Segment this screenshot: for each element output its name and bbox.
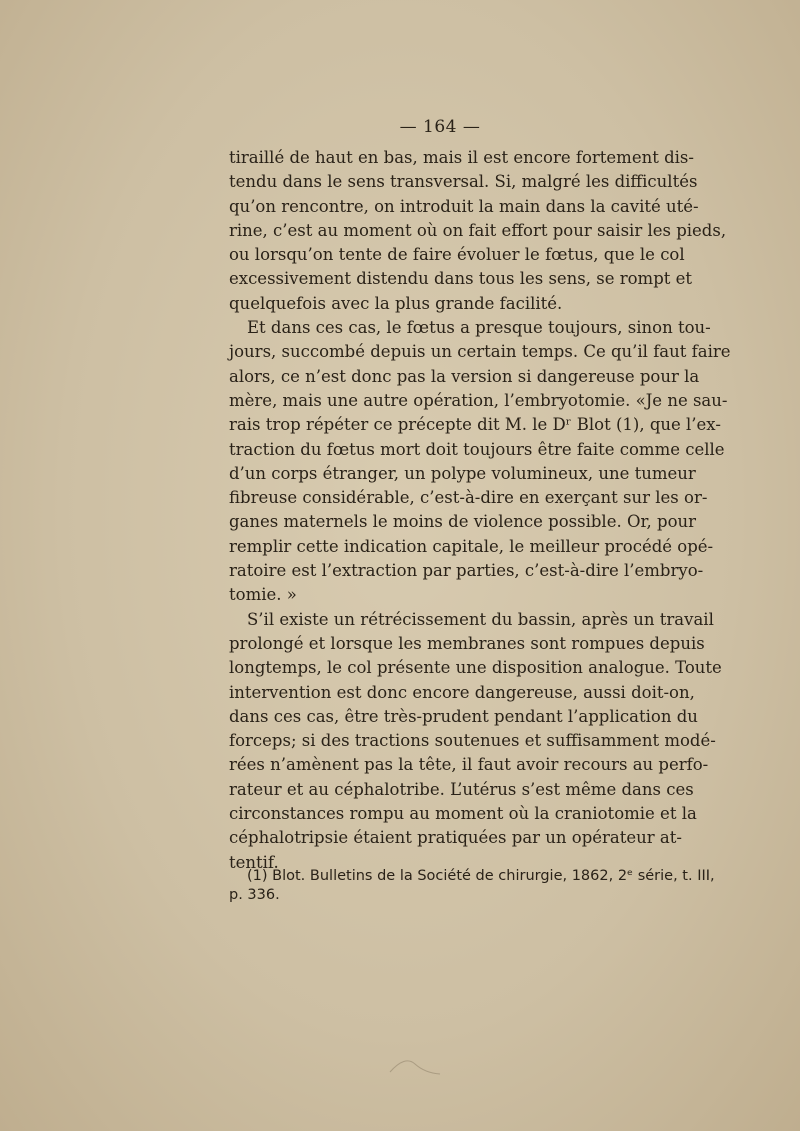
text-line: rateur et au céphalotribe. L’utérus s’est même dans ces <box>229 779 694 799</box>
text-line: excessivement distendu dans tous les sens, se rompt et <box>229 269 693 289</box>
text-line: rine, c’est au moment où on fait effort pour saisir les pieds, <box>229 220 727 240</box>
text-line: tiraillé de haut en bas, mais il est encore fortement dis- <box>229 148 694 167</box>
text-line: rais trop répéter ce précepte dit M. le Dʳ Blot (1), que l’ex- <box>229 415 721 435</box>
page-number: — 164 — <box>399 117 481 137</box>
text-line: qu’on rencontre, on introduit la main dans la cavité uté- <box>229 196 699 216</box>
text-line: longtemps, le col présente une disposition analogue. Toute <box>229 658 722 678</box>
text-line: ou lorsqu’on tente de faire évoluer le fœtus, que le col <box>229 245 685 265</box>
text-line: fibreuse considérable, c’est-à-dire en exerçant sur les or- <box>229 488 708 508</box>
footnote-line: (1) Blot. Bulletins de la Société de chirurgie, 1862, 2ᵉ série, t. III, <box>247 868 715 884</box>
text-line: tentif. <box>229 852 279 872</box>
text-line: d’un corps étranger, un polype volumineux, une tumeur <box>229 463 696 483</box>
text-line: ganes maternels le moins de violence possible. Or, pour <box>229 512 697 532</box>
text-line: mère, mais une autre opération, l’embryotomie. «Je ne sau- <box>229 390 728 410</box>
text-line: jours, succombé depuis un certain temps. Ce qu’il faut faire <box>229 342 731 362</box>
text-line: intervention est donc encore dangereuse, aussi doit-on, <box>229 682 695 702</box>
footnote-line: p. 336. <box>229 887 280 903</box>
text-line: céphalotripsie étaient pratiquées par un opérateur at- <box>229 828 682 848</box>
text-line: forceps; si des tractions soutenues et suffisamment modé- <box>229 731 716 751</box>
text-line: ratoire est l’extraction par parties, c’est-à-dire l’embryo- <box>229 561 704 581</box>
text-line: dans ces cas, être très-prudent pendant l’application du <box>229 706 698 726</box>
pencil-mark <box>385 1050 445 1080</box>
text-line: remplir cette indication capitale, le meilleur procédé opé- <box>229 536 714 556</box>
text-line: rées n’amènent pas la tête, il faut avoir recours au perfo- <box>229 755 709 775</box>
text-line: tomie. » <box>229 585 297 605</box>
text-line: traction du fœtus mort doit toujours être faite comme celle <box>229 439 725 459</box>
footnote <box>229 867 715 905</box>
text-line: quelquefois avec la plus grande facilité. <box>229 293 563 313</box>
paragraph-start: Et dans ces cas, le fœtus a presque toujours, sinon tou- <box>247 318 711 338</box>
text-line: circonstances rompu au moment où la craniotomie et la <box>229 804 697 824</box>
text-line: alors, ce n’est donc pas la version si dangereuse pour la <box>229 366 700 386</box>
body-text <box>229 146 731 875</box>
text-line: prolongé et lorsque les membranes sont rompues depuis <box>229 633 705 653</box>
text-line: tendu dans le sens transversal. Si, malgré les difficultés <box>229 172 698 192</box>
paragraph-start: S’il existe un rétrécissement du bassin, après un travail <box>247 609 714 629</box>
